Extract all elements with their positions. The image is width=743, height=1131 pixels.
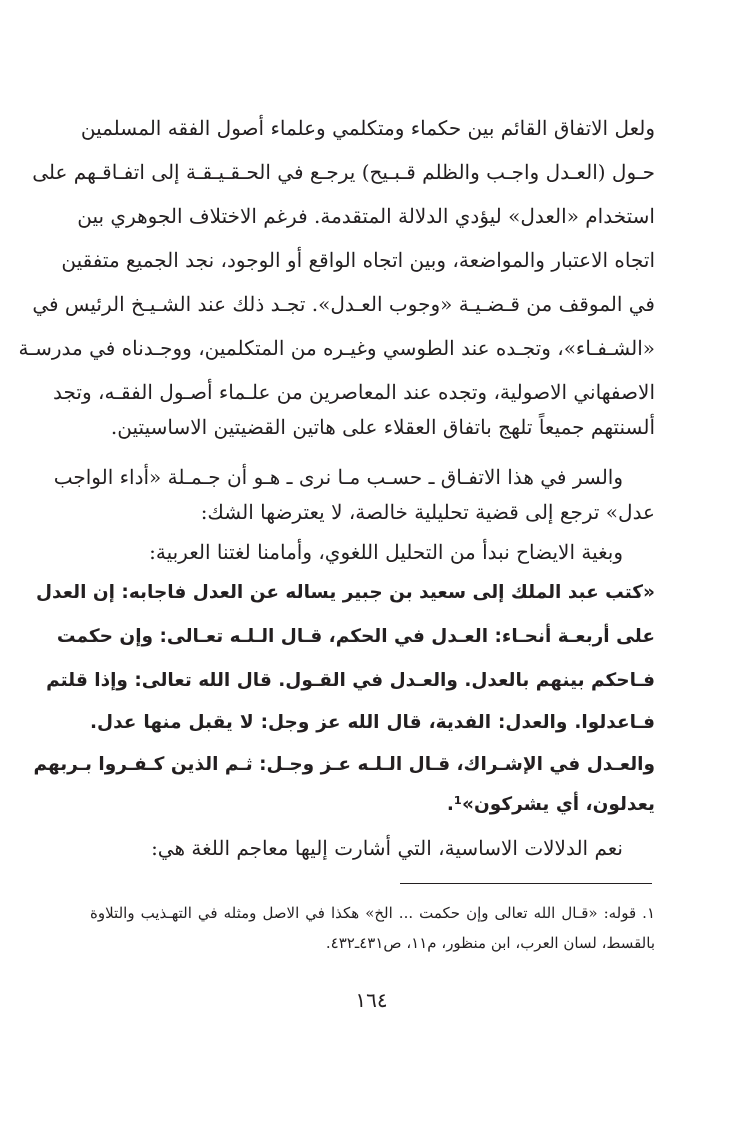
footnote-line: بالقسط، لسان العرب، ابن منظور، م١١، ص٤٣١ـ٤٣٢. xyxy=(325,934,655,952)
page-number: ١٦٤ xyxy=(355,988,388,1012)
quote-line: على أربعـة أنحـاء: العـدل في الحكم، قـال الـلـه تعـالى: وإن حكمت xyxy=(56,626,655,647)
text-line: وبغية الايضاح نبدأ من التحليل اللغوي، وأمامنا لغتنا العربية: xyxy=(149,540,623,564)
quote-line: والعـدل في الإشـراك، قـال الـلـه عـز وجـل: ثـم الذين كـفـروا بـربهم xyxy=(33,754,655,775)
text-line: والسر في هذا الاتفـاق ـ حسـب مـا نرى ـ هـو أن جـمـلة «أداء الواجب xyxy=(53,465,623,489)
text-line: في الموقف من قـضـيـة «وجوب العـدل». تجـد ذلك عند الشـيـخ الرئيس في xyxy=(32,292,655,316)
text-line: استخدام «العدل» ليؤدي الدلالة المتقدمة. فرغم الاختلاف الجوهري بين xyxy=(77,204,655,228)
text-line: نعم الدلالات الاساسية، التي أشارت إليها معاجم اللغة هي: xyxy=(151,836,623,860)
text-line: عدل» ترجع إلى قضية تحليلية خالصة، لا يعترضها الشك: xyxy=(200,500,655,524)
quote-line: يعدلون، أي يشركون»¹. xyxy=(446,794,655,815)
text-line: الاصفهاني الاصولية، وتجده عند المعاصرين من علـماء أصـول الفقـه، وتجد xyxy=(53,380,655,404)
footnote-line: ١. قوله: «قـال الله تعالى وإن حكمت ... الخ» هكذا في الاصل ومثله في التهـذيب والتلاوة xyxy=(90,904,655,922)
quote-line: «كتب عبد الملك إلى سعيد بن جبير يساله عن العدل فاجابه: إن العدل xyxy=(35,582,655,603)
text-line: ألسنتهم جميعاً تلهج باتفاق العقلاء على هاتين القضيتين الاساسيتين. xyxy=(110,415,655,439)
footnote-separator xyxy=(400,883,652,884)
text-line: اتجاه الاعتبار والمواضعة، وبين اتجاه الواقع أو الوجود، نجد الجميع متفقين xyxy=(61,248,655,272)
text-line: «الشـفـاء»، وتجـده عند الطوسي وغيـره من المتكلمين، ووجـدناه في مدرسـة xyxy=(18,336,655,360)
quote-line: فـاعدلوا. والعدل: الفدية، قال الله عز وجل: لا يقبل منها عدل. xyxy=(90,712,655,733)
text-line: حـول (العـدل واجـب والظلم قـبـيح) يرجـع في الحـقـيـقـة إلى اتفـاقـهم على xyxy=(32,160,655,184)
quote-line: فـاحكم بينهم بالعدل. والعـدل في القـول. قال الله تعالى: وإذا قلتم xyxy=(46,670,655,691)
text-line: ولعل الاتفاق القائم بين حكماء ومتكلمي وعلماء أصول الفقه المسلمين xyxy=(80,116,655,140)
